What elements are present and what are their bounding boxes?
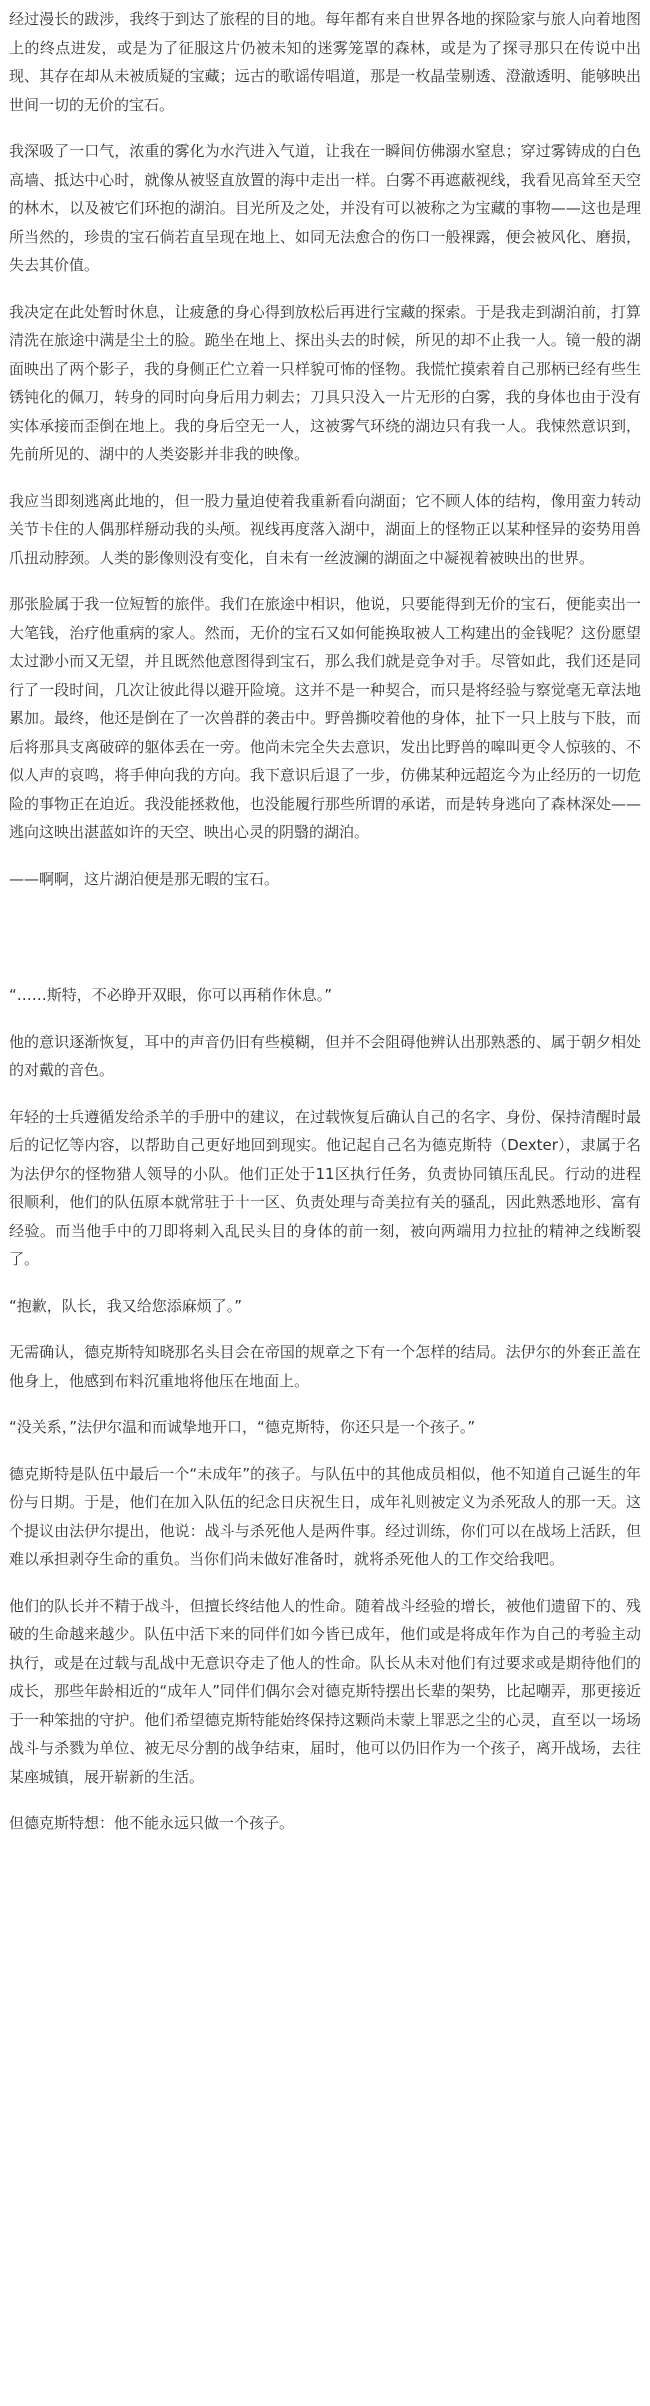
paragraph: 他们的队长并不精于战斗，但擅长终结他人的性命。随着战斗经验的增长，被他们遗留下的、残破的生命越来越少。队伍中活下来的同伴们如今皆已成年，他们或是将成年作为自己的考验主动执行，或是在过载与乱战中无意识夺走了他人的性命。队长从未对他们有过要求或是期待他们的成长，那些年龄相近的“成年人”同伴们偶尔会对德克斯特摆出长辈的架势，比起嘲弄，那更接近于一种笨拙的守护。他们希望德克斯特能始终保持这颗尚未蒙上罪恶之尘的心灵，直至以一场场战斗与杀戮为单位、被无尽分割的战争结束，届时，他可以仍旧作为一个孩子，离开战场，去往某座城镇，展开崭新的生活。 [9,1596,641,1786]
paragraph: 我应当即刻逃离此地的，但一股力量迫使着我重新看向湖面；它不顾人体的结构，像用蛮力转动关节卡住的人偶那样掰动我的头颅。视线再度落入湖中，湖面上的怪物正以某种怪异的姿势用兽爪扭动脖颈。人类的影像则没有变化，自未有一丝波澜的湖面之中凝视着被映出的世界。 [9,491,641,567]
article-body [0,5,650,2406]
paragraph: ——啊啊，这片湖泊便是那无暇的宝石。 [9,869,280,888]
paragraph: “没关系，”法伊尔温和而诚挚地开口，“德克斯特，你还只是一个孩子。” [9,1418,476,1436]
paragraph: 我决定在此处暂时休息，让疲惫的身心得到放松后再进行宝藏的探索。于是我走到湖泊前，打算清洗在旅途中满是尘土的脸。跪坐在地上、探出头去的时候，所见的却不止我一人。镜一般的湖面映出了两个影子，我的身侧正伫立着一只样貌可怖的怪物。我慌忙摸索着自己那柄已经有些生锈钝化的佩刀，转身的同时向身后用力刺去；刀具只没入一片无形的白雾，我的身体也由于没有实体承接而歪倒在地上。我的身后空无一人，这被雾气环绕的湖边只有我一人。我悚然意识到，先前所见的、湖中的人类姿影并非我的映像。 [9,302,641,463]
paragraph: 他的意识逐渐恢复，耳中的声音仍旧有些模糊，但并不会阻碍他辨认出那熟悉的、属于朝夕相处的对戴的音色。 [9,1032,641,1079]
paragraph: “……斯特，不必睁开双眼，你可以再稍作休息。” [9,986,333,1004]
paragraph: “抱歉，队长，我又给您添麻烦了。” [9,1296,243,1315]
paragraph: 我深吸了一口气，浓重的雾化为水汽进入气道，让我在一瞬间仿佛溺水窒息；穿过雾铸成的白色高墙、抵达中心时，就像从被竖直放置的海中走出一样。白雾不再遮蔽视线，我看见高耸至天空的林木，以及被它们环抱的湖泊。目光所及之处，并没有可以被称之为宝藏的事物——这也是理所当然的，珍贵的宝石倘若直呈现在地上、如同无法愈合的伤口一般裸露，便会被风化、磨损，失去其价值。 [9,142,641,274]
paragraph: 经过漫长的跋涉，我终于到达了旅程的目的地。每年都有来自世界各地的探险家与旅人向着地图上的终点进发，或是为了征服这片仍被未知的迷雾笼罩的森林，或是为了探寻那只在传说中出现、其存在却从未被质疑的宝藏；远古的歌谣传唱道，那是一枚晶莹剔透、澄澈透明、能够映出世间一切的无价的宝石。 [9,10,641,114]
paragraph: 但德克斯特想：他不能永远只做一个孩子。 [9,1814,295,1832]
paragraph: 年轻的士兵遵循发给杀羊的手册中的建议，在过载恢复后确认自己的名字、身份、保持清醒时最后的记忆等内容，以帮助自己更好地回到现实。他记起自己名为德克斯特（Dexter），隶属于名为法伊尔的怪物猎人领导的小队。他们正处于11区执行任务，负责协同镇压乱民。行动的进程很顺利，他们的队伍原本就常驻于十一区、负责处理与奇美拉有关的骚乱，因此熟悉地形、富有经验。而当他手中的刀即将刺入乱民头目的身体的前一刻，被向两端用力拉扯的精神之线断裂了。 [9,1107,641,1268]
section-break [9,911,641,981]
paragraph: 无需确认，德克斯特知晓那名头目会在帝国的规章之下有一个怎样的结局。法伊尔的外套正盖在他身上，他感到布料沉重地将他压在地面上。 [9,1343,641,1390]
paragraph: 德克斯特是队伍中最后一个“未成年”的孩子。与队伍中的其他成员相似，他不知道自己诞生的年份与日期。于是，他们在加入队伍的纪念日庆祝生日，成年礼则被定义为杀死敌人的那一天。这个提议由法伊尔提出，他说：战斗与杀死他人是两件事。经过训练，你们可以在战场上活跃，但难以承担剥夺生命的重负。当你们尚未做好准备时，就将杀死他人的工作交给我吧。 [9,1464,641,1568]
paragraph: 那张脸属于我一位短暂的旅伴。我们在旅途中相识，他说，只要能得到无价的宝石，便能卖出一大笔钱，治疗他重病的家人。然而，无价的宝石又如何能换取被人工构建出的金钱呢？这份愿望太过渺小而又无望，并且既然他意图得到宝石，那么我们就是竞争对手。尽管如此，我们还是同行了一段时间，几次让彼此得以避开险境。这并不是一种契合，而只是将经验与察觉毫无章法地累加。最终，他还是倒在了一次兽群的袭击中。野兽撕咬着他的身体，扯下一只上肢与下肢，而后将那具支离破碎的躯体丢在一旁。他尚未完全失去意识，发出比野兽的嗥叫更令人惊骇的、不似人声的哀鸣，将手伸向我的方向。我下意识后退了一步，仿佛某种远超迄今为止经历的一切危险的事物正在迫近。我没能拯救他，也没能履行那些所谓的承诺，而是转身逃向了森林深处——逃向这映出湛蓝如许的天空、映出心灵的阴翳的湖泊。 [9,595,641,841]
